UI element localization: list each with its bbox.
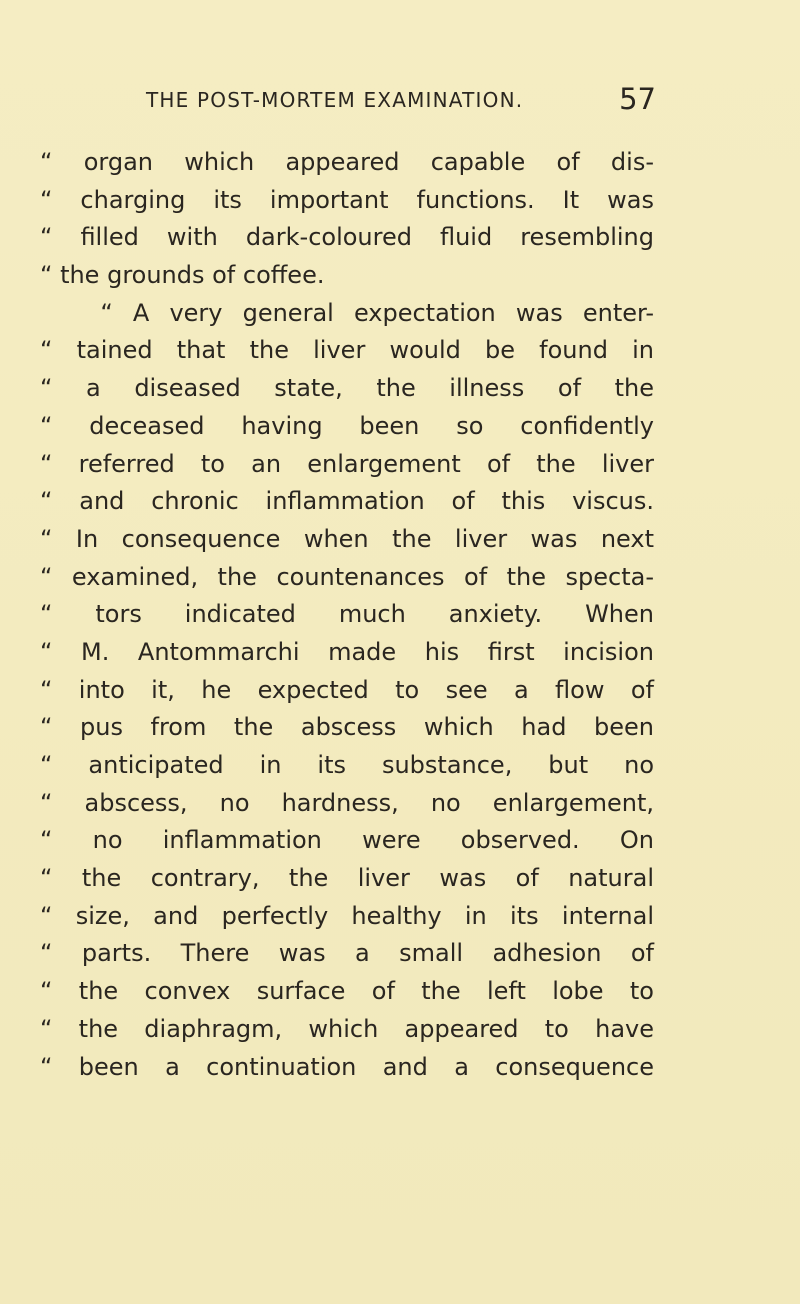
page-number: 57 — [619, 82, 656, 116]
text-line: “ the contrary, the liver was of natural — [40, 864, 654, 893]
text-line: “ organ which appeared capable of dis- — [40, 148, 654, 176]
text-line: “ into it, he expected to see a flow of — [40, 675, 654, 704]
text-line: “ filled with dark-coloured fluid resembling — [40, 223, 654, 252]
text-line: “ no inflammation were observed. On — [40, 826, 654, 855]
text-line: “ the diaphragm, which appeared to have — [40, 1014, 654, 1043]
text-line: “ A very general expectation was enter- — [40, 298, 654, 327]
text-line: “ referred to an enlargement of the liver — [40, 449, 654, 478]
text-line: “ and chronic inflammation of this viscus. — [40, 487, 654, 516]
text-line: “ tors indicated much anxiety. When — [40, 600, 654, 629]
text-line: “ anticipated in its substance, but no — [40, 751, 654, 779]
text-line: “ examined, the countenances of the specta- — [40, 562, 654, 591]
text-line: “ the convex surface of the left lobe to — [40, 977, 654, 1006]
text-line: “ deceased having been so confidently — [40, 411, 654, 440]
text-line: “ tained that the liver would be found in — [40, 336, 654, 365]
body-text — [40, 144, 654, 1086]
text-line: “ size, and perfectly healthy in its internal — [40, 901, 654, 930]
text-line: “ In consequence when the liver was next — [40, 524, 654, 553]
text-line: “ abscess, no hardness, no enlargement, — [40, 788, 654, 817]
running-title: THE POST-MORTEM EXAMINATION. — [146, 88, 524, 112]
text-line: “ the grounds of coffee. — [40, 261, 325, 290]
text-line: “ parts. There was a small adhesion of — [40, 939, 654, 968]
text-line: “ M. Antommarchi made his first incision — [40, 637, 654, 666]
text-line: “ a diseased state, the illness of the — [40, 374, 654, 403]
text-line: “ been a continuation and a consequence — [40, 1052, 654, 1081]
text-line: “ charging its important functions. It was — [40, 185, 654, 214]
text-line: “ pus from the abscess which had been — [40, 713, 654, 742]
page-header — [146, 82, 656, 122]
